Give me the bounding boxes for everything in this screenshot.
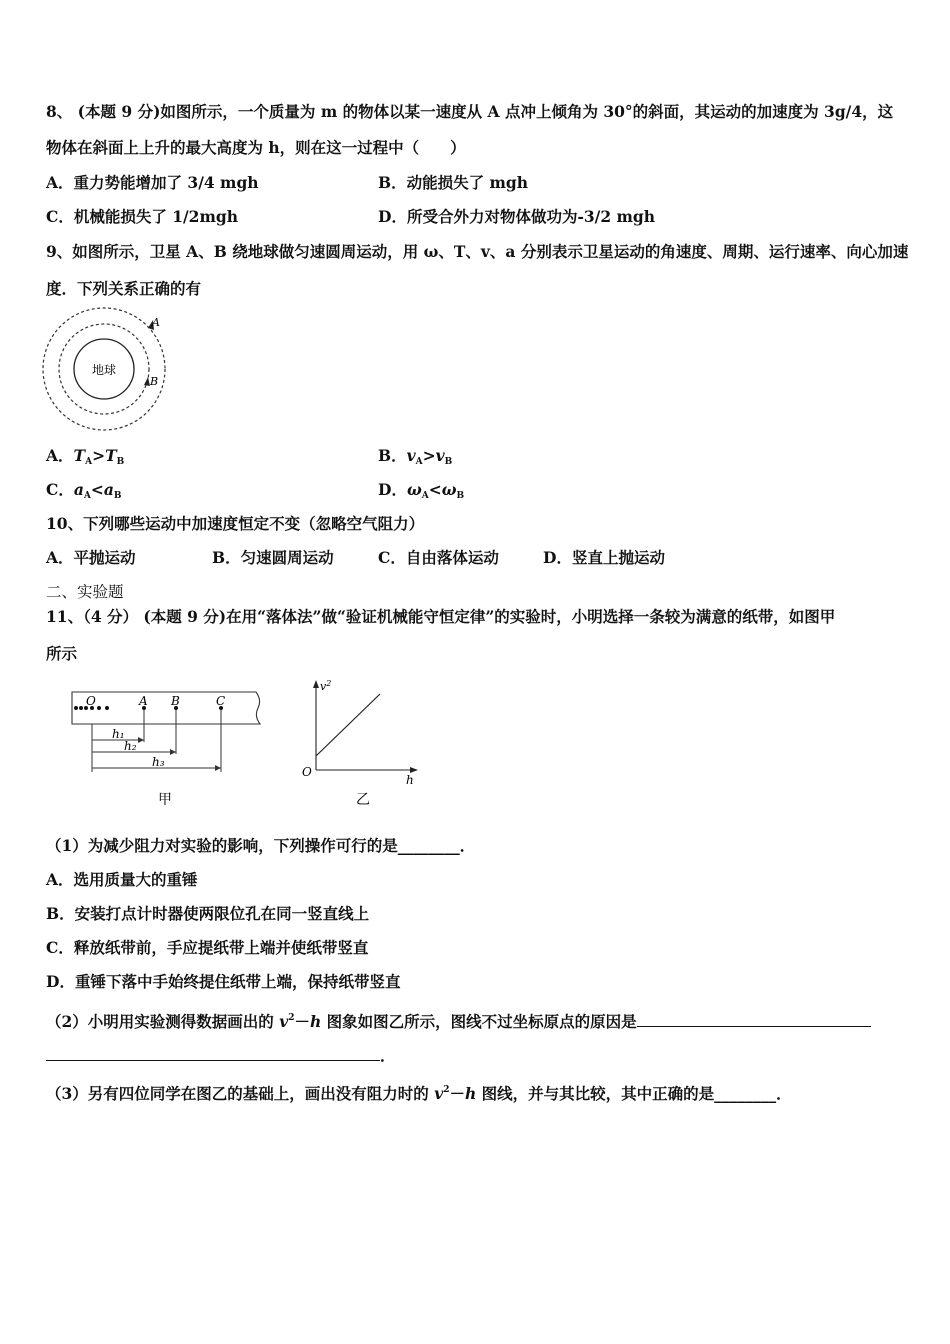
- q11-sub2: （2）小明用实验测得数据画出的 $v^2-h$ 图象如图乙所示，图线不过坐标原点的原因是: [46, 1008, 871, 1032]
- figure-yi-graph: [296, 676, 426, 810]
- q8-option-b: B．动能损失了 mgh: [378, 173, 529, 192]
- q11-sub2-continuation: ．: [46, 1044, 396, 1066]
- q9-option-b: B．$v_A>v_B$: [378, 446, 453, 467]
- q9-option-d: D．$\omega_A<\omega_B$: [378, 480, 465, 501]
- q8-stem-line2: 物体在斜面上上升的最大高度为 h，则在这一过程中（ ）: [46, 138, 466, 157]
- h2-label: h₂: [124, 739, 137, 753]
- q9-stem-line2: 度．下列关系正确的有: [46, 279, 202, 298]
- q10-option-a: A．平抛运动: [46, 548, 136, 567]
- q11-sub1: （1）为减少阻力对实验的影响，下列操作可行的是________．: [46, 836, 476, 855]
- q8-option-a: A．重力势能增加了 3/4 mgh: [46, 173, 259, 192]
- origin-label: O: [302, 765, 312, 779]
- orbit-diagram: [40, 306, 175, 436]
- answer-blank-line1[interactable]: [637, 1010, 871, 1027]
- q11-option-c: C．释放纸带前，手应提纸带上端并使纸带竖直: [46, 938, 369, 957]
- y-axis-label: $v^2$: [320, 679, 332, 693]
- q10-stem: 10、下列哪些运动中加速度恒定不变（忽略空气阻力）: [46, 514, 425, 533]
- point-a-label: A: [139, 694, 148, 708]
- q8-option-d: D．所受合外力对物体做功为-3/2 mgh: [378, 207, 656, 226]
- figure-jia-paper-tape: [64, 680, 274, 810]
- q8-stem-line1: 8、 (本题 9 分)如图所示，一个质量为 m 的物体以某一速度从 A 点冲上倾角为 30°的斜面，其运动的加速度为 3g/4，这: [46, 102, 894, 121]
- q10-option-b: B．匀速圆周运动: [212, 548, 334, 567]
- q10-option-d: D．竖直上抛运动: [543, 548, 665, 567]
- dimension-arrowheads: [138, 737, 221, 771]
- answer-blank-line2[interactable]: [46, 1044, 380, 1061]
- satellite-a-label: A: [152, 316, 160, 329]
- point-o-label: O: [86, 694, 96, 708]
- x-axis-label: h: [406, 773, 414, 787]
- figure-jia-caption: 甲: [158, 792, 172, 808]
- q9-stem-line1: 9、如图所示，卫星 A、B 绕地球做匀速圆周运动，用 ω、T、v、a 分别表示卫星运动的角速度、周期、运行速率、向心加速: [46, 242, 909, 261]
- satellite-b-label: B: [150, 375, 159, 388]
- q9-option-c: C．$a_A<a_B$: [46, 480, 122, 501]
- figure-yi-caption: 乙: [356, 792, 370, 808]
- q10-option-c: C．自由落体运动: [378, 548, 499, 567]
- q11-option-d: D．重锤下落中手始终提住纸带上端，保持纸带竖直: [46, 972, 401, 991]
- q11-option-b: B．安装打点计时器使两限位孔在同一竖直线上: [46, 904, 370, 923]
- q11-sub3: （3）另有四位同学在图乙的基础上，画出没有阻力时的 $v^2-h$ 图线，并与其比较，其中正确的是________．: [46, 1084, 792, 1103]
- point-c-label: C: [216, 694, 226, 708]
- h1-label: h₁: [112, 727, 125, 741]
- q8-option-c: C．机械能损失了 1/2mgh: [46, 207, 238, 226]
- point-b-label: B: [171, 694, 180, 708]
- earth-label: 地球: [91, 363, 117, 377]
- q9-option-a: A．$T_A>T_B$: [46, 446, 125, 467]
- h3-label: h₃: [152, 755, 165, 769]
- graph-line: [316, 694, 380, 756]
- y-axis-arrow: [313, 680, 319, 688]
- q11-option-a: A．选用质量大的重锤: [46, 870, 198, 889]
- section-heading: 二、实验题: [46, 583, 124, 601]
- q11-stem-line2: 所示: [46, 644, 78, 663]
- q11-stem-line1: 11、（4 分） (本题 9 分)在用“落体法”做“验证机械能守恒定律”的实验时，小明选择一条较为满意的纸带，如图甲: [46, 607, 836, 626]
